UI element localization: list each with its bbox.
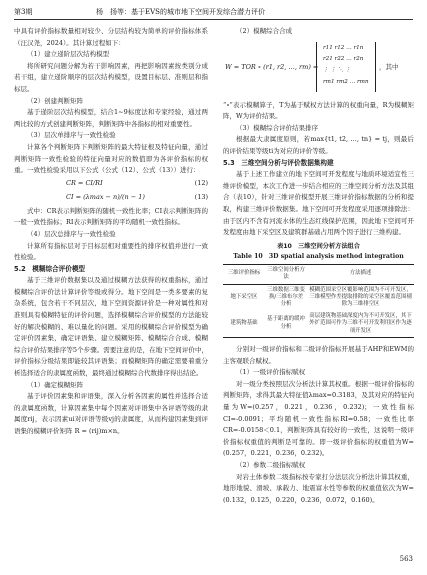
- step-heading: （2）模糊综合合成: [236, 27, 293, 35]
- equation-13: [14, 192, 208, 205]
- step-heading: （2）参数二级指标赋权: [236, 460, 306, 469]
- paragraph: 基于评价因素集和评语集，深入分析各因素的属性并选择合适的隶属度函数，计算因素集中每个因素对评语集中各评语等级的隶属度rij，表示因素ui对评语等级vj的隶属度，从而构建因素集到评语集的模糊评价矩阵 R = (rij)m×n。: [14, 392, 208, 435]
- table-header: 方法描述: [349, 270, 372, 277]
- table-row: [223, 311, 414, 338]
- running-title: 杨 扬等：基于EVS的城市地下空间开发综合潜力评价: [96, 8, 265, 16]
- matrix-row: rm1 rm2 … rmn: [323, 78, 369, 85]
- header-rule: [14, 19, 413, 20]
- step-heading: （2）创建判断矩阵: [27, 96, 84, 105]
- left-column: [14, 26, 208, 438]
- right-column: [223, 26, 414, 506]
- paragraph: 基于三维评价数据集以及通过模糊方法获得的权重指标，通过模糊综合评价法计算评价等级或得分。地下空间是一类多要素的复杂系统，包含若干不同层次，地下空间资源评价是一种对属性和对准则具有模糊特征的评价问题，选择模糊综合评价模型的方法能较好的解决模糊的、难以量化的问题。采用的模糊综合评价模型为确定评价因素集、确定评语集、建立模糊矩阵、模糊综合合成、模糊综合评价结果排序等5个步骤。需要注意的是，在地下空间评价中，评价指标分级结果即能较其评语集；而模糊矩阵的确定需要着重分析选择适合的隶属度函数，最终通过模糊综合代数排序得出结论。: [14, 276, 208, 378]
- paragraph: 将所研究问题分解为若干影响因素，再把影响因素按类别分成若干组，建立递阶顺序的层次结构模型，设置目标层、准则层和指标层。: [14, 61, 208, 93]
- equation-lhs: W = TOR ∘ (r1, r2, …, rm) =: [225, 62, 319, 71]
- table-header-row: [223, 264, 414, 284]
- step-heading: （4）层次总排序与一致性检验: [27, 229, 116, 238]
- paragraph: 中具有评价指标数量相对较少、分层结构较为简单的评价指标体系（汪汉尧，2024）。其计算过程如下：: [14, 27, 208, 47]
- step-heading: （1）确定模糊矩阵: [27, 380, 84, 389]
- equation-12: [14, 178, 208, 191]
- paragraph: 计算所有指标层对于目标层相对重要性的排序权值并进行一致性检验。: [14, 241, 208, 262]
- table-cell: 三维数据三维变换/三维布尔差分析: [267, 286, 305, 308]
- table-cell: 模糊范围采空区覆影响范围为不可开发区，三维模型作差提取排除的采空区覆盖范围剔除为三维排空区: [309, 286, 412, 308]
- table-cell: 建筑物基础: [230, 320, 258, 327]
- paragraph: 基于上述工作建立的地下空间可开发程度与地质环境适宜性三维评价模型，本次工作进一步结合相应的三维空间分析方法及其组合（表10），针对三维评价模型开展三维评价指标数据的分析和提取，构建三维评价数据集。地下空间可开发程度采用逐项排除法：由于区内不含有河流水体的生态红线保护范围，因此地下空间可开发程度由地下采空区及建筑群基础占用两个因子进行三维构建。: [223, 170, 414, 237]
- analysis-method-table: [223, 264, 414, 338]
- running-header: [14, 6, 413, 18]
- paragraph: 基于递阶层次结构模型，结合1~9标度法和专家经验，通过两两比较的方式创建判断矩阵，判断矩阵中各指标的相对重要性。: [14, 108, 208, 128]
- equation-tail: ，其中: [379, 62, 399, 71]
- section-heading: 5.3 三维空间分析与评价数据集构建: [223, 158, 334, 167]
- equation-body: CI = (λmax − n)/(n − 1): [66, 192, 145, 201]
- section-heading: 5.2 模糊综合评价模型: [14, 264, 86, 273]
- equation-body: CR = CI/RI: [66, 178, 103, 187]
- equation-number: (12): [194, 178, 208, 187]
- paragraph: 式中：CR表示判断矩阵的随机一致性比率；CI表示判断矩阵的一般一致性指标；RI表示判断矩阵的平均随机一致性指标。: [14, 206, 208, 227]
- paragraph: 根据最大隶属度原则，若max{t1, t2, …, tn} = tj，则最后的评价结果等级ti为对应的评价等级。: [223, 135, 414, 155]
- step-heading: （3）模糊综合评价结果排序: [236, 123, 319, 132]
- table-cell: 高层建筑物基础深度内为不可开发区，其下外扩范围可作为三维不可开发利用区作为逐项开发区: [309, 312, 412, 334]
- step-heading: （1）建立递阶层次结构模型: [27, 50, 110, 59]
- table-row: [223, 284, 414, 311]
- step-heading: （1）一级评价指标赋权: [236, 368, 306, 377]
- composition-equation: [223, 40, 414, 98]
- matrix-row: r21 r22 … r2n: [323, 55, 364, 62]
- step-heading: （3）层次单排序与一致性检验: [27, 131, 116, 140]
- issue-label: 第3期: [14, 8, 33, 16]
- paragraph: 分别对一级评价指标和二级评价指标开展基于AHP和EWM的主客观联合赋权。: [223, 344, 414, 365]
- table-header: 三维空间分析方法: [267, 266, 305, 281]
- matrix: [316, 42, 376, 92]
- table-caption-cn: 表10 三维空间分析方法组合: [277, 242, 360, 250]
- table-cell: 基于距离的缓冲分析: [267, 316, 305, 330]
- matrix-row: r11 r12 … r1n: [323, 44, 364, 51]
- page-number: 563: [399, 555, 413, 563]
- paragraph: “∘”表示模糊算子，T为基于赋权方法计算的权重向量，R为模糊矩阵，W为评价结果。: [223, 100, 414, 121]
- equation-number: (13): [194, 192, 208, 201]
- paragraph: 计算各个判断矩阵下判断矩阵的最大特征根及特征向量，通过判断矩阵一致性检验的特征向量对应的数值即为各评价指标的权重。一致性检验采用以下公式（公式（12）、公式（13））进行：: [14, 142, 208, 175]
- paragraph: 对一级分类按照层次分析法计算其权重。根据一级评价指标的判断矩阵，求得其最大特征值λmax=0.3183，及其对应的特征向量为W=(0.257，0.221，0.236，0.232)；一致性指标CI=-0.0091；平均随机一致性指标RI=0.58；一致性比率CR=-0.0158＜0.1，判断矩阵具有较好的一致性，这说明一级评价指标权重值的判断是可靠的。即一级评价指标的权重值为W=(0.257，0.221，0.236，0.232)。: [223, 379, 414, 458]
- matrix-row: ⋮ ⋮ ⋱ ⋮: [323, 66, 351, 73]
- table-header: 三维评价指标: [227, 270, 261, 277]
- table-cell: 地下采空区: [230, 293, 258, 300]
- table-caption-en: Table 10 3D spatial analysis method integration: [233, 252, 404, 260]
- paragraph: 对岩土体参数二级指标按专家打分法层次分析法计算其权重，地形地貌、滑坡、承载力、地震富水性等参数的权重值依次为W=(0.132，0.125，0.220，0.236，0.072，0.160)。: [223, 472, 414, 504]
